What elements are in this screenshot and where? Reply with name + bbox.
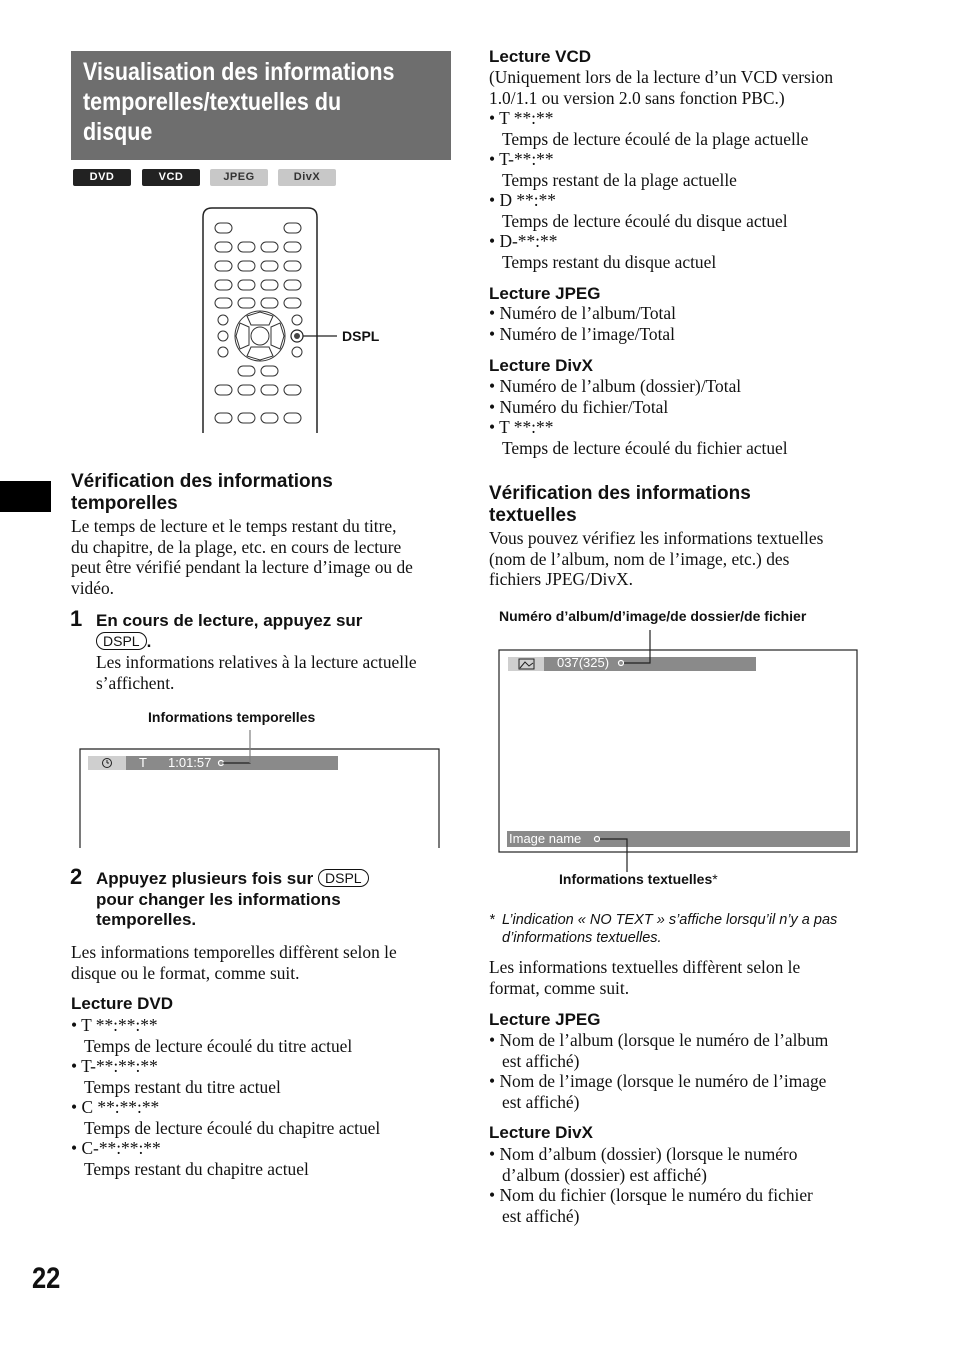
title-line-2: temporelles/textuelles du xyxy=(83,88,342,116)
jpeg-text-list: • Nom de l’album (lorsque le numéro de l’album est affiché) • Nom de l’image (lorsque le numéro de l’image est affiché) xyxy=(489,1030,829,1112)
vcd-time-list: (Uniquement lors de la lecture d’un VCD version 1.0/1.1 ou version 2.0 sans fonction PBC.) • T **:** Temps de lecture écoulé de la plage actuelle • T-**:** Temps restant de la plage actuelle • D **:** Temps de lecture écoulé du disque actuel • D-**:** Temps restant du disque actuel xyxy=(489,67,834,272)
step-1-number: 1 xyxy=(70,606,83,631)
time-info-screen xyxy=(78,728,443,850)
dvd-time-list: • T **:**:** Temps de lecture écoulé du titre actuel • T-**:**:** Temps restant du titre actuel • C **:**:** Temps de lecture écoulé du chapitre actuel • C-**:**:** Temps restant du chapitre actuel xyxy=(71,1015,381,1179)
divx-text-heading: Lecture DivX xyxy=(489,1123,593,1142)
time-diff-text: Les informations temporelles diffèrent selon le disque ou le format, comme suit. xyxy=(71,942,397,983)
time-section-intro: Le temps de lecture et le temps restant du titre, du chapitre, de la plage, etc. en cours de lecture peut être vérifié pendant la lecture d’image ou de vidéo. xyxy=(71,516,413,598)
divx-time-heading: Lecture DivX xyxy=(489,356,593,375)
dspl-key-label: DSPL xyxy=(96,632,147,650)
remote-control-illustration xyxy=(195,205,395,435)
album-image-number: 037(325) xyxy=(557,655,610,670)
dspl-key-label-2: DSPL xyxy=(318,869,369,887)
divx-text-list: • Nom d’album (dossier) (lorsque le numéro d’album (dossier) est affiché) • Nom du fichier (lorsque le numéro du fichier est affiché) xyxy=(489,1144,813,1226)
elapsed-time-readout: 1:01:57 xyxy=(168,755,212,770)
page-title xyxy=(71,51,451,160)
number-info-caption: Numéro d’album/d’image/de dossier/de fichier xyxy=(499,608,807,624)
jpeg-time-list: • Numéro de l’album/Total • Numéro de l’image/Total xyxy=(489,303,676,344)
section-tab-marker xyxy=(0,481,51,512)
text-section-heading: Vérification des informations textuelles xyxy=(489,483,751,526)
format-badge-jpeg: JPEG xyxy=(210,169,268,186)
title-line-1: Visualisation des informations xyxy=(83,58,395,86)
footnote-text: L’indication « NO TEXT » s’affiche lorsqu’il n’y a pas d’informations textuelles. xyxy=(502,912,838,946)
step-1-instruction: En cours de lecture, appuyez sur DSPL . xyxy=(96,611,363,651)
time-info-caption: Informations temporelles xyxy=(148,709,316,725)
title-line-3: disque xyxy=(83,118,153,146)
dspl-label: DSPL xyxy=(342,328,380,344)
format-badge-divx: DivX xyxy=(278,169,336,186)
vcd-heading: Lecture VCD xyxy=(489,47,592,66)
dvd-heading: Lecture DVD xyxy=(71,994,174,1013)
time-section-heading: Vérification des informations temporelles xyxy=(71,471,333,514)
text-section-intro: Vous pouvez vérifiez les informations textuelles (nom de l’album, nom de l’image, etc.) des fichiers JPEG/DivX. xyxy=(489,528,824,589)
jpeg-text-heading: Lecture JPEG xyxy=(489,1010,601,1029)
time-mode-indicator: T xyxy=(139,755,147,770)
text-info-caption: Informations textuelles* xyxy=(559,871,718,887)
image-name-readout: Image name xyxy=(509,831,582,846)
format-badge-vcd: VCD xyxy=(142,169,200,186)
text-diff-text: Les informations textuelles diffèrent selon le format, comme suit. xyxy=(489,957,801,998)
page-number: 22 xyxy=(32,1262,61,1295)
footnote-mark: * xyxy=(489,912,495,928)
step-2-instruction: Appuyez plusieurs fois sur DSPL pour changer les informations temporelles. xyxy=(96,869,369,931)
jpeg-time-heading: Lecture JPEG xyxy=(489,284,601,303)
step-1-description: Les informations relatives à la lecture actuelle s’affichent. xyxy=(96,652,417,693)
format-badge-dvd: DVD xyxy=(73,169,131,186)
divx-time-list: • Numéro de l’album (dossier)/Total • Numéro du fichier/Total • T **:** Temps de lecture écoulé du fichier actuel xyxy=(489,376,788,458)
step-2-number: 2 xyxy=(70,864,83,889)
